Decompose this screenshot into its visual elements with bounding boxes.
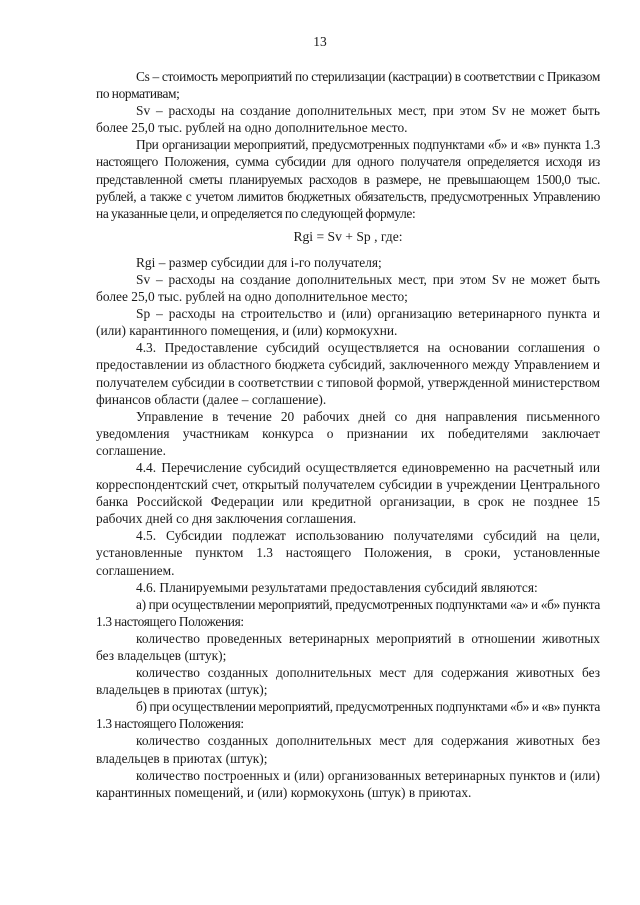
paragraph-rgi-definition: Rgi – размер субсидии для i-го получателя;	[136, 254, 382, 270]
paragraph-4-6-b: б) при осуществлении мероприятий, предусмотренных подпунктами «б» и «в» пункта 1.3 настоящего Положения:	[96, 699, 600, 732]
paragraph-4-6-a: а) при осуществлении мероприятий, предусмотренных подпунктами «а» и «б» пункта 1.3 настоящего Положения:	[96, 596, 600, 629]
paragraph-sv-definition-2: Sv – расходы на создание дополнительных мест, при этом Sv не может быть более 25,0 тыс. рублей на одно дополнительное место;	[96, 271, 600, 305]
paragraph-4-4: 4.4. Перечисление субсидий осуществляется единовременно на расчетный или корреспондентский счет, открытый получателем субсидии в учреждении Центрального банка Российской Федерации или кредитной организации, в срок не позднее 15 рабочих дней со дня заключения соглашения.	[96, 459, 600, 527]
formula-rgi: Rgi = Sv + Sp , где:	[293, 228, 403, 244]
paragraph-agreement-deadline: Управление в течение 20 рабочих дней со дня направления письменного уведомления участникам конкурса о признании их победителями заключает соглашение.	[96, 408, 600, 458]
paragraph-4-6: 4.6. Планируемыми результатами предоставления субсидий являются:	[136, 579, 538, 595]
paragraph-sp-definition: Sp – расходы на строительство и (или) организацию ветеринарного пункта и (или) карантинного помещения, и (или) кормокухни.	[96, 306, 600, 339]
paragraph-4-6-b-item-2: количество построенных и (или) организованных ветеринарных пунктов и (или) карантинных помещений, и (или) кормокухонь (штук) в приютах.	[96, 767, 600, 800]
paragraph-subsidy-calculation-intro: При организации мероприятий, предусмотренных подпунктами «б» и «в» пункта 1.3 настоящего Положения, сумма субсидии для одного получателя определяется исходя из представленной сметы планируемых расходов в размере, не превышающем 1500,0 тыс. рублей, а также с учетом лимитов бюджетных обязательств, предусмотренных Управлению на указанные цели, и определяется по следующей формуле:	[96, 137, 600, 221]
paragraph-cs-definition: Cs – стоимость мероприятий по стерилизации (кастрации) в соответствии с Приказом по нормативам;	[96, 69, 600, 102]
paragraph-4-5: 4.5. Субсидии подлежат использованию получателями субсидий на цели, установленные пунктом 1.3 настоящего Положения, в сроки, установленные соглашением.	[96, 528, 600, 578]
page-number: 13	[313, 34, 327, 49]
paragraph-4-6-a-item-1: количество проведенных ветеринарных мероприятий в отношении животных без владельцев (штук);	[96, 630, 600, 663]
paragraph-4-6-b-item-1: количество созданных дополнительных мест для содержания животных без владельцев в приютах (штук);	[96, 733, 600, 766]
document-body	[96, 68, 600, 801]
paragraph-4-3: 4.3. Предоставление субсидий осуществляется на основании соглашения о предоставлении из областного бюджета субсидий, заключенного между Управлением и получателем субсидии в соответствии с типовой формой, утвержденной министерством финансов области (далее – соглашение).	[96, 340, 600, 407]
paragraph-sv-definition: Sv – расходы на создание дополнительных мест, при этом Sv не может быть более 25,0 тыс. рублей на одно дополнительное место.	[96, 103, 600, 136]
paragraph-4-6-a-item-2: количество созданных дополнительных мест для содержания животных без владельцев в приютах (штук);	[96, 665, 600, 698]
